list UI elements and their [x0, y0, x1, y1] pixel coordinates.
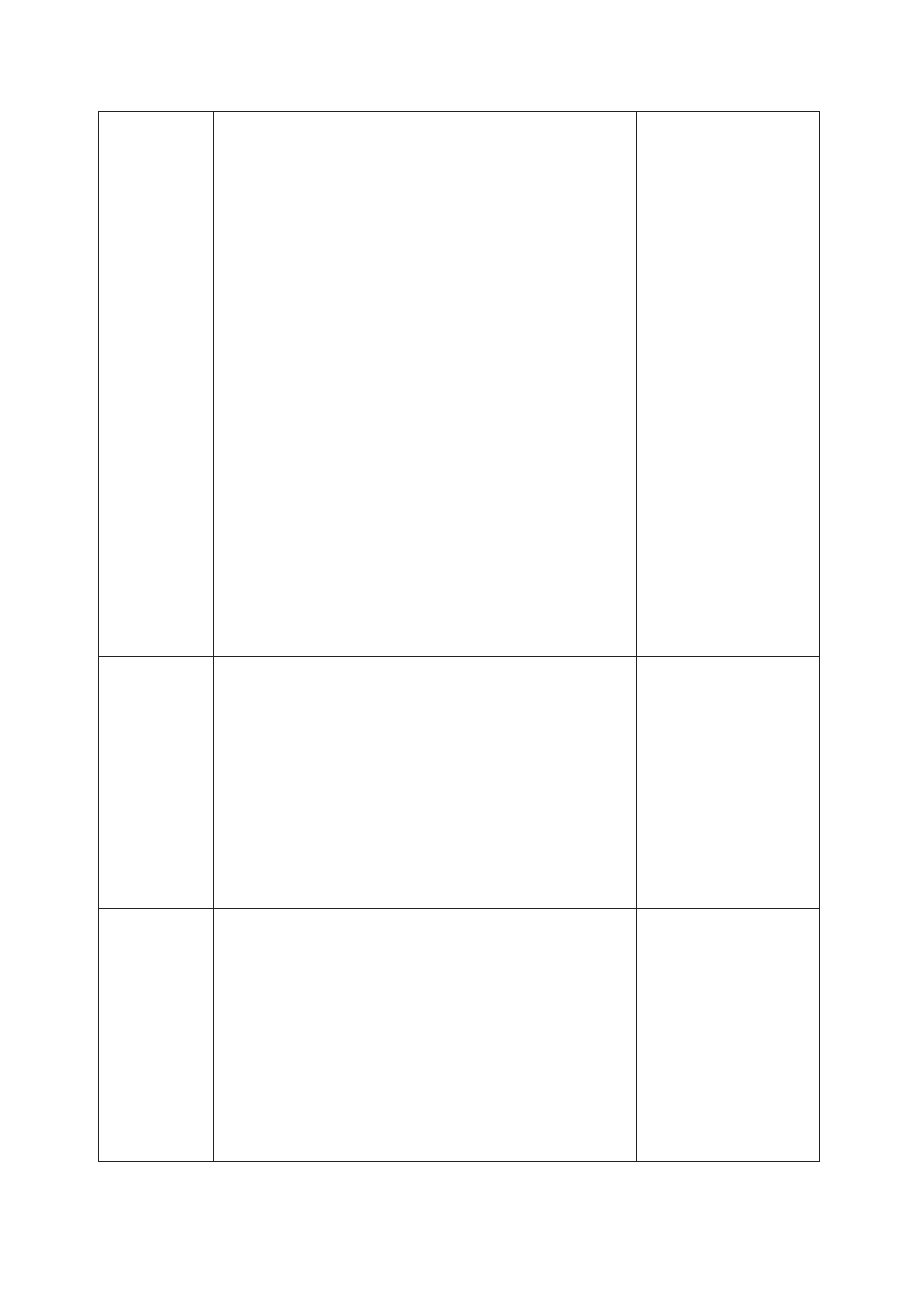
topic-cell [99, 909, 214, 1162]
content-cell [214, 657, 637, 909]
table-row [99, 657, 820, 909]
table-row [99, 112, 820, 657]
activity-cell [636, 909, 819, 1162]
lesson-plan-table [98, 111, 820, 1162]
content-cell [214, 112, 637, 657]
table-row [99, 909, 820, 1162]
topic-cell [99, 657, 214, 909]
activity-cell [636, 112, 819, 657]
activity-cell [636, 657, 819, 909]
topic-cell [99, 112, 214, 657]
content-cell [214, 909, 637, 1162]
